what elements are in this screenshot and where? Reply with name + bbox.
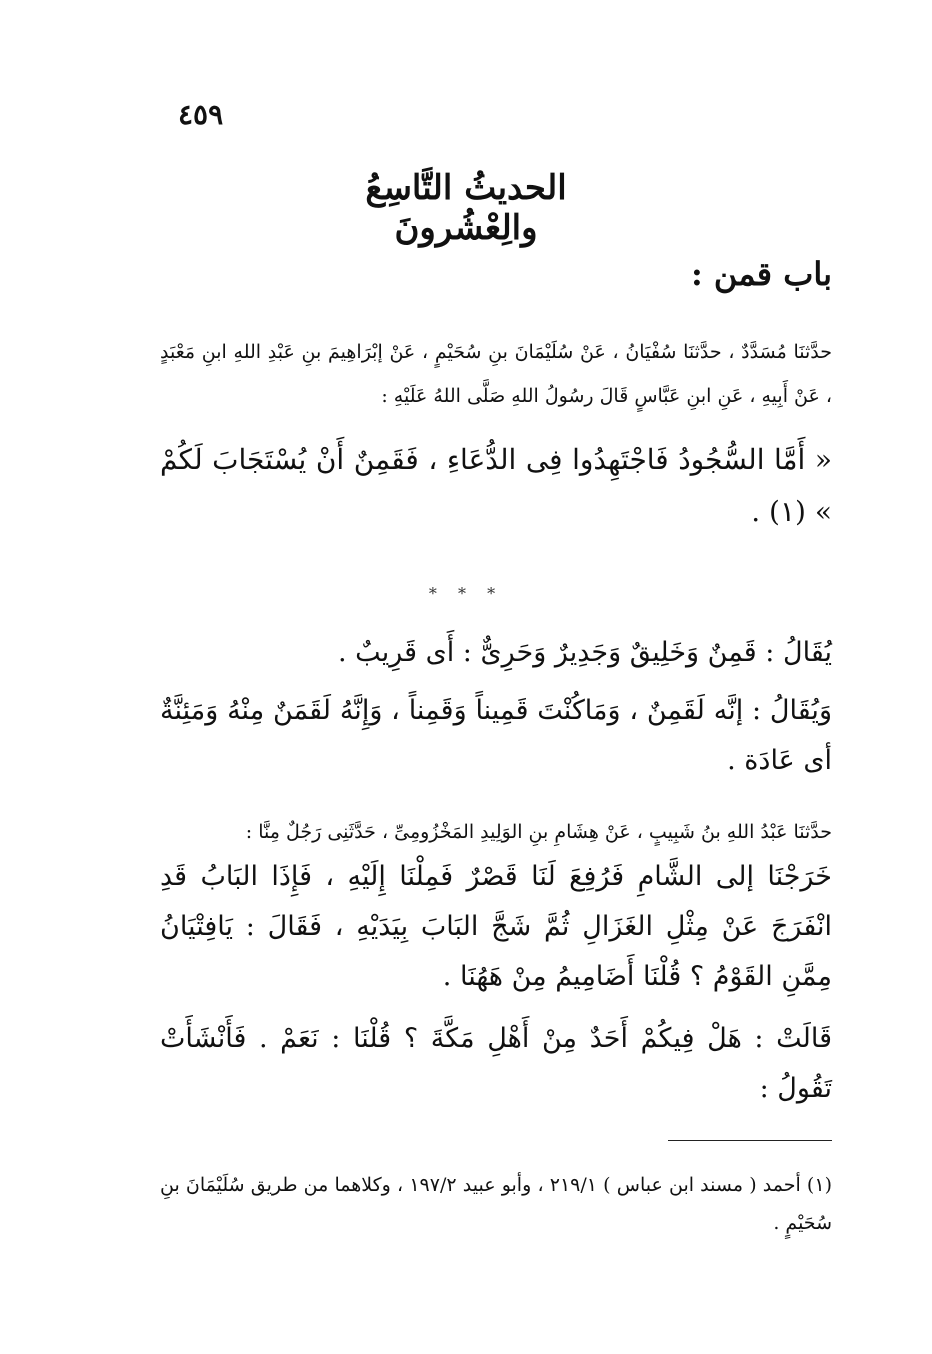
footnote-1: (١) أحمد ( مسند ابن عباس ) ٢١٩/١ ، وأبو عبيد ١٩٧/٢ ، وكلاهما من طريق سُلَيْمَانَ بنِ سُحَيْمٍ .	[160, 1174, 832, 1234]
footnote-divider	[668, 1140, 832, 1141]
narrative-block	[160, 852, 832, 1114]
explanation-paragraph-2: وَيُقَالُ : إنَّه لَقَمِنٌ ، وَمَاكُنْتَ قَمِيناً وَقَمِناً ، وَإِنَّهُ لَقَمَنٌ مِنْهُ وَمَئِنَّةٌ أى عَادَة .	[160, 695, 832, 776]
matn-paragraph-1	[160, 434, 832, 538]
hadith-title: الحديثُ التَّاسِعُ والِعْشُرونَ	[365, 168, 567, 248]
hadith-matn: « أَمَّا السُّجُودُ فَاجْتَهِدُوا فِى الدُّعَاءِ ، فَقَمِنٌ أَنْ يُسْتَجَابَ لَكُمْ » (١) .	[160, 443, 832, 528]
isnad-paragraph-1	[160, 330, 832, 418]
isnad-text: حدَّثنَا مُسَدَّدٌ ، حدَّثنَا سُفْيَانُ ، عَنْ سُلَيْمَانَ بنِ سُحَيْمٍ ، عَنْ إبْرَاهِيمَ بنِ عَبْدِ اللهِ ابنِ مَعْبَدٍ ، عَنْ أَبِيهِ ، عَنِ ابنِ عَبَّاسٍ قَالَ رسُولُ اللهِ صَلَّى اللهُ عَلَيْهِ :	[160, 341, 832, 407]
footnotes	[160, 1166, 832, 1242]
narrative-paragraph-1: خَرَجْنَا إلى الشَّامِ فَرُفِعَ لَنَا قَصْرٌ فَمِلْنَا إِلَيْهِ ، فَإِذَا البَابُ قَدِ انْفَرَجَ عَنْ مِثْلِ الغَزَالِ ثُمَّ شَجَّ البَابَ بِيَدَيْهِ ، فَقَالَ : يَافِتْيَانُ مِمَّنِ القَوْمُ ؟ قُلْنَا أَضَامِيمُ مِنْ هَهُنَا .	[160, 861, 832, 992]
narrative-paragraph-2: قَالَتْ : هَلْ فِيكُمْ أَحَدٌ مِنْ أَهْلِ مَكَّةَ ؟ قُلْنَا : نَعَمْ . فَأَنْشَأَتْ تَقُولُ :	[160, 1023, 832, 1104]
isnad-paragraph-2	[160, 810, 832, 854]
section-separator: * * *	[428, 584, 504, 603]
explanation-paragraph-1: يُقَالُ : قَمِنٌ وَخَلِيقٌ وَجَدِيرٌ وَحَرِىٌّ : أَى قَرِيبٌ .	[338, 637, 832, 668]
page-number: ٤٥٩	[178, 98, 224, 131]
isnad-text-2: حدَّثنَا عَبْدُ اللهِ بنُ شَبِيبٍ ، عَنْ هِشَامِ بنِ الوَلِيدِ المَخْزُومِىِّ ، حَدَّثَنِى رَجُلٌ مِنَّا :	[245, 821, 832, 843]
explanation-block	[160, 628, 832, 786]
chapter-title: باب قمن :	[690, 255, 832, 293]
